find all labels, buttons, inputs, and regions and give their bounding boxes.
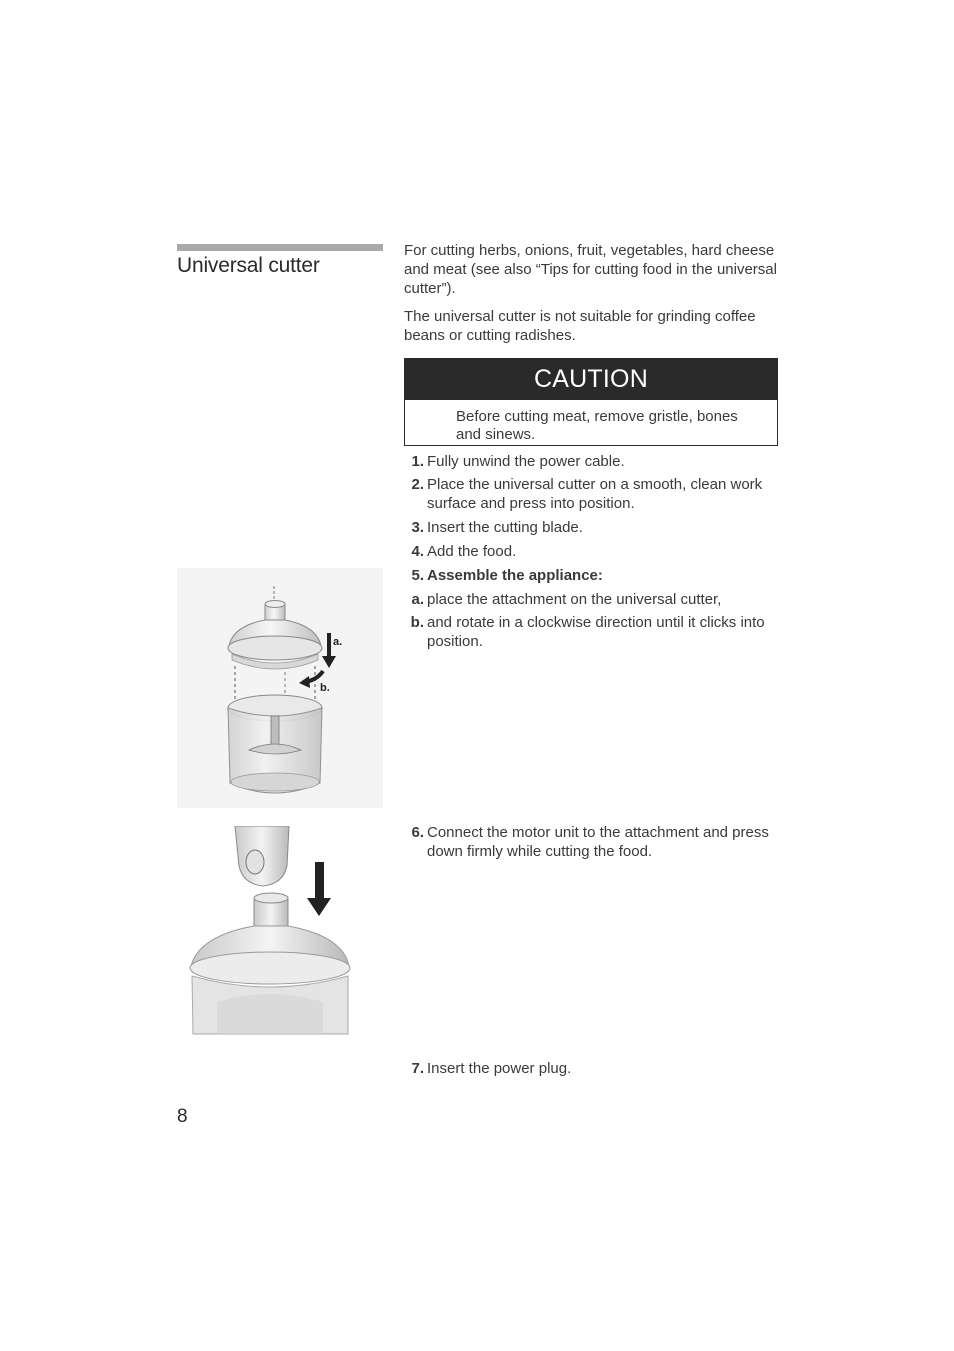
step-item — [404, 1059, 784, 1078]
caution-text: Before cutting meat, remove gristle, bones and sinews. — [456, 408, 738, 443]
step-item — [404, 518, 784, 537]
blade-shaft — [271, 716, 279, 746]
step-number: 4. — [411, 543, 424, 560]
step-text: place the attachment on the universal cutter, — [427, 591, 722, 608]
step-number: 5. — [411, 567, 424, 584]
intro-paragraph-2: The universal cutter is not suitable for grinding coffee beans or cutting radishes. — [404, 308, 756, 344]
bowl-contents — [217, 994, 323, 1034]
lid-rim — [190, 952, 350, 984]
page-number: 8 — [177, 1106, 188, 1127]
step-text: Add the food. — [427, 543, 517, 560]
motor-button — [246, 850, 264, 874]
step-item — [404, 613, 784, 651]
step-number: 7. — [411, 1060, 424, 1077]
knob-top — [254, 893, 288, 903]
step-text: Insert the cutting blade. — [427, 519, 583, 536]
step-number: 3. — [411, 519, 424, 536]
label-a: a. — [333, 636, 343, 648]
caution-title: CAUTION — [405, 359, 777, 400]
section-rule — [177, 244, 383, 251]
step-text: and rotate in a clockwise direction until it clicks into position. — [427, 614, 765, 650]
bowl-bottom — [231, 773, 319, 791]
step-number: 6. — [411, 824, 424, 841]
step-text: Fully unwind the power cable. — [427, 453, 625, 470]
step-text: Assemble the appliance: — [427, 567, 603, 584]
step-item — [404, 823, 784, 861]
step-number: 1. — [411, 453, 424, 470]
step-item — [404, 452, 784, 471]
step-item — [404, 542, 784, 561]
step-item — [404, 566, 784, 585]
lid-rim — [228, 636, 322, 660]
step-text: Insert the power plug. — [427, 1060, 572, 1077]
step-item — [404, 590, 784, 609]
label-b: b. — [320, 682, 330, 694]
arrow-down — [315, 862, 324, 900]
section-title: Universal cutter — [177, 254, 320, 277]
step-number: a. — [411, 591, 424, 608]
step-number: 2. — [411, 476, 424, 493]
step-text: Connect the motor unit to the attachment and press down firmly while cutting the food. — [427, 824, 769, 860]
step-number: b. — [410, 614, 424, 631]
knob-top — [265, 601, 285, 608]
assembly-illustration — [177, 568, 383, 808]
caution-box — [404, 358, 778, 446]
intro-paragraph-1: For cutting herbs, onions, fruit, vegetables, hard cheese and meat (see also “Tips for cutting food in the universal cutter”). — [404, 242, 777, 297]
step-item — [404, 475, 784, 513]
step-text: Place the universal cutter on a smooth, clean work surface and press into position. — [427, 476, 763, 512]
motor-unit-illustration — [177, 826, 352, 1036]
